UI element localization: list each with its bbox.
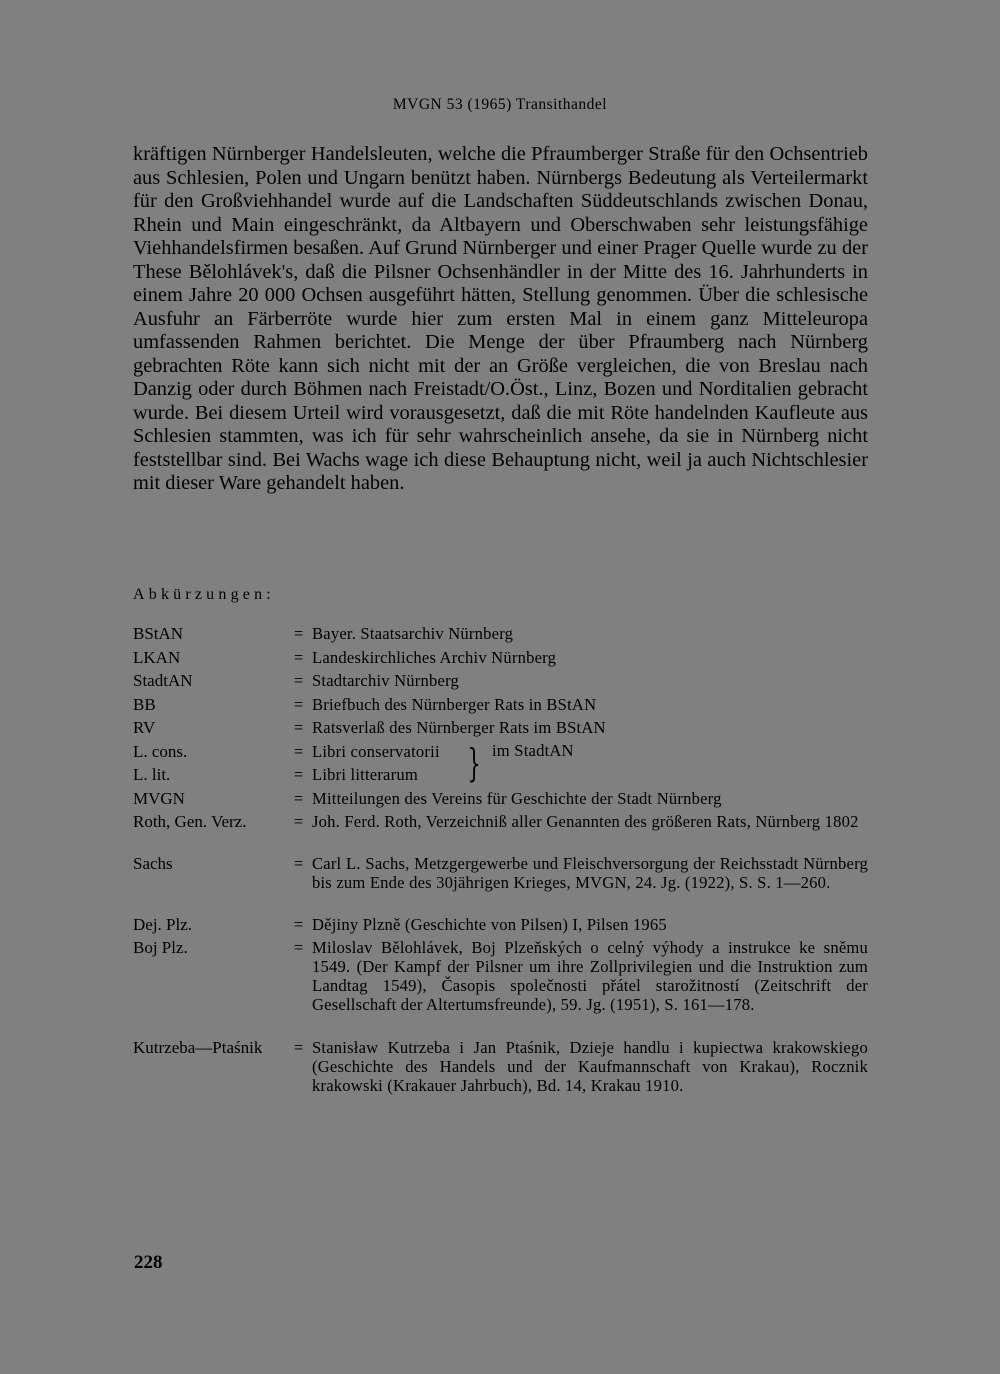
abbreviation-definition: Joh. Ferd. Roth, Verzeichniß aller Genannten des größeren Rats, Nürnberg 1802 <box>312 812 859 831</box>
brace-label: im StadtAN <box>492 740 574 760</box>
running-head: MVGN 53 (1965) Transithandel <box>392 96 608 113</box>
abbreviation-row <box>133 938 868 1038</box>
abbreviation-row <box>133 765 868 789</box>
abbreviation-definition: Miloslav Bělohlávek, Boj Plzeňských o celný výhody a instrukce ke sněmu 1549. (Der Kampf der Pilsner um ihre Zollprivilegien und die Instruktion zum Landtag 1549), Časopis společnosti přátel starožitností (Zeitschrift der Gesellschaft der Altertumsfreunde), 59. Jg. (1951), S. 161—178. <box>312 938 868 1014</box>
body-paragraph: kräftigen Nürnberger Handelsleuten, welche die Pfraumberger Straße für den Ochsentrieb aus Schlesien, Polen und Ungarn benützt haben. Nürnbergs Bedeutung als Verteilermarkt für den Großviehhandel wurde auf die Landschaften Süddeutschlands zwischen Donau, Rhein und Main eingeschränkt, da Altbayern und Oberschwaben sehr leistungsfähige Viehhandelsfirmen besaßen. Auf Grund Nürnberger und einer Prager Quelle wurde zu der These Bělohlávek's, daß die Pilsner Ochsenhändler in der Mitte des 16. Jahrhunderts in einem Jahre 20 000 Ochsen ausgeführt hätten, Stellung genommen. Über die schlesische Ausfuhr an Färberröte wurde hier zum ersten Mal in einem ganz Mitteleuropa umfassenden Rahmen berichtet. Die Menge der über Pfraumberg nach Nürnberg gebrachten Röte kann sich nicht mit der an Größe vergleichen, die von Breslau nach Danzig oder durch Böhmen nach Freistadt/O.Öst., Linz, Bozen und Norditalien gebracht wurde. Bei diesem Urteil wird vorausgesetzt, daß die mit Röte handelnden Kaufleute aus Schlesien stammten, was ich für sehr wahrscheinlich ansehe, da sie in Nürnberg nicht feststellbar sind. Bei Wachs wage ich diese Behauptung nicht, weil ja auch Nichtschlesier mit dieser Ware gehandelt haben. <box>133 143 868 494</box>
abbreviation-definition: Dějiny Plzně (Geschichte von Pilsen) I, Pilsen 1965 <box>312 915 667 934</box>
abbreviation-term: L. cons. <box>133 741 188 761</box>
abbreviation-row <box>133 671 868 695</box>
abbreviation-term: Sachs <box>133 854 173 873</box>
abbreviation-definition: Carl L. Sachs, Metzgergewerbe und Fleischversorgung der Reichsstadt Nürnberg bis zum Ende des 30jährigen Krieges, MVGN, 24. Jg. (1922), S. S. 1—260. <box>312 854 868 892</box>
equals-sign: = <box>293 718 304 737</box>
abbreviation-term: BB <box>133 694 156 714</box>
abbreviation-row <box>133 789 868 813</box>
abbreviation-term: MVGN <box>133 788 185 808</box>
equals-sign: = <box>293 854 304 873</box>
right-brace-icon: } <box>467 740 481 785</box>
abbreviations-list <box>133 624 868 1098</box>
equals-sign: = <box>293 915 304 934</box>
abbreviation-row <box>133 854 868 915</box>
equals-sign: = <box>293 671 304 690</box>
abbreviation-term: Kutrzeba—Ptaśnik <box>133 1038 263 1057</box>
abbreviation-definition: Mitteilungen des Vereins für Geschichte der Stadt Nürnberg <box>312 788 722 808</box>
abbreviations-heading: Abkürzungen: <box>133 586 275 603</box>
abbreviation-term: Boj Plz. <box>133 938 188 957</box>
equals-sign: = <box>293 694 304 714</box>
abbreviation-term: Dej. Plz. <box>133 915 193 934</box>
abbreviation-definition: Ratsverlaß des Nürnberger Rats im BStAN <box>312 718 606 737</box>
abbreviation-row <box>133 812 868 854</box>
abbreviation-row <box>133 624 868 648</box>
abbreviation-term: LKAN <box>133 647 181 667</box>
abbreviation-definition: Briefbuch des Nürnberger Rats in BStAN <box>312 694 597 714</box>
abbreviation-definition: Libri litterarum <box>312 765 418 784</box>
equals-sign: = <box>293 765 304 784</box>
abbreviation-definition: Bayer. Staatsarchiv Nürnberg <box>312 624 514 643</box>
abbreviation-row <box>133 695 868 719</box>
equals-sign: = <box>293 1038 304 1057</box>
abbreviation-definition-text: Libri conservatorii <box>312 741 440 761</box>
equals-sign: = <box>293 647 304 667</box>
abbreviation-row <box>133 1038 868 1098</box>
equals-sign: = <box>293 741 304 761</box>
abbreviation-term: L. lit. <box>133 765 171 784</box>
abbreviation-definition: Landeskirchliches Archiv Nürnberg <box>312 647 557 667</box>
equals-sign: = <box>293 938 304 957</box>
body-text <box>133 143 868 496</box>
equals-sign: = <box>293 624 304 643</box>
abbreviation-definition: Stanisław Kutrzeba i Jan Ptaśnik, Dzieje handlu i kupiectwa krakowskiego (Geschichte des Handels und der Kaufmannschaft von Krakau), Rocznik krakowski (Krakauer Jahrbuch), Bd. 14, Krakau 1910. <box>312 1038 868 1095</box>
abbreviation-row <box>133 648 868 672</box>
abbreviation-definition: Stadtarchiv Nürnberg <box>312 671 460 690</box>
abbreviation-row <box>133 915 868 938</box>
equals-sign: = <box>293 812 304 831</box>
equals-sign: = <box>293 788 304 808</box>
abbreviation-term: StadtAN <box>133 671 193 690</box>
abbreviation-term: Roth, Gen. Verz. <box>133 812 247 831</box>
abbreviation-term: RV <box>133 718 156 737</box>
abbreviation-row <box>133 718 868 742</box>
abbreviation-term: BStAN <box>133 624 184 643</box>
page-number: 228 <box>134 1252 163 1273</box>
